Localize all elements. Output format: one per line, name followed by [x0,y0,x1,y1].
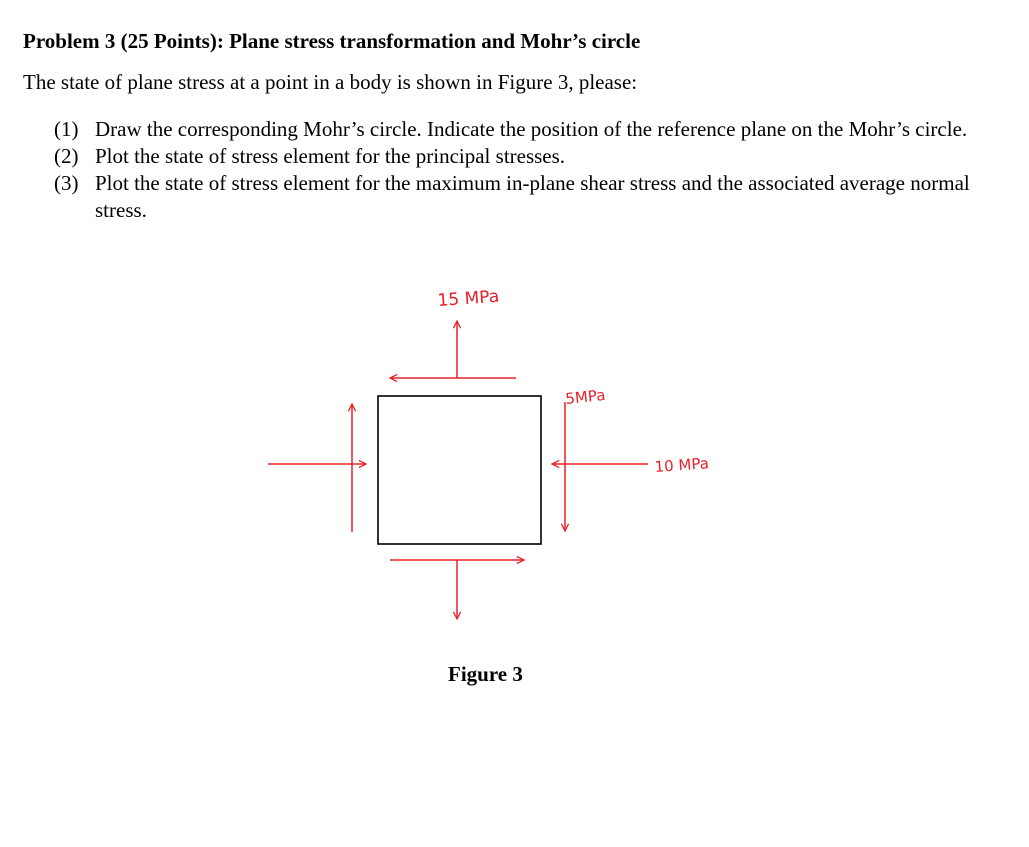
figure-caption: Figure 3 [448,662,523,686]
task-number: (3) [54,171,79,195]
task-text: Draw the corresponding Mohr’s circle. Indicate the position of the reference plane on the Mohr’s circle. [95,117,968,141]
right-stress-label: 10 MPa [654,454,710,476]
task-number: (2) [54,144,79,168]
task-number: (1) [54,117,79,141]
task-text: Plot the state of stress element for the maximum in-plane shear stress and the associated average normal stress. [95,171,970,222]
problem-title: Problem 3 (25 Points): Plane stress transformation and Mohr’s circle [23,29,641,53]
stress-element-square [378,396,541,544]
task-text: Plot the state of stress element for the principal stresses. [95,144,566,168]
problem-intro: The state of plane stress at a point in a body is shown in Figure 3, please: [23,70,638,94]
shear-stress-label: 5MPa [564,385,607,408]
top-stress-label: 15 MPa [436,286,500,311]
